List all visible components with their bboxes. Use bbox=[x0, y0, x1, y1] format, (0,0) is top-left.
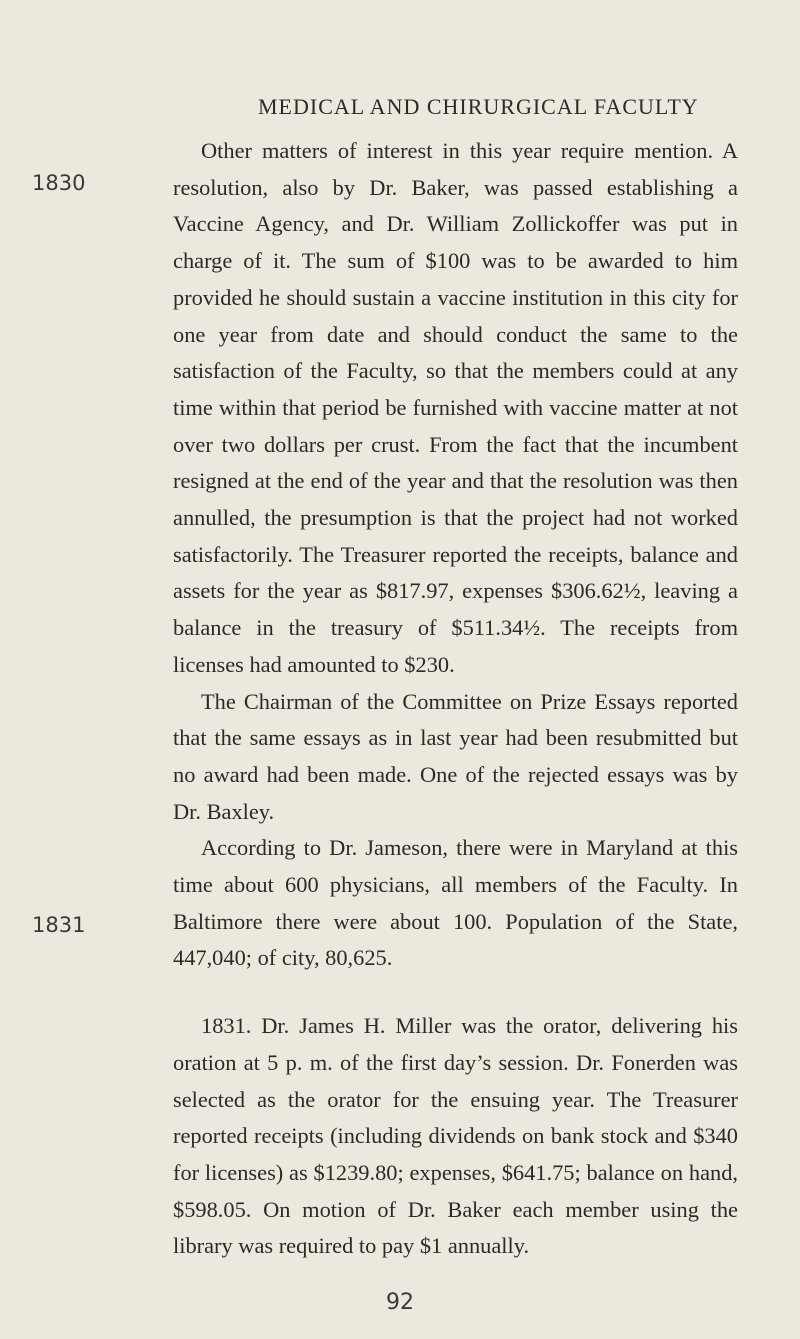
paragraph-1831: 1831. Dr. James H. Miller was the orator, delivering his oration at 5 p. m. of the first day’s session. Dr. Fonerden was selected as the orator for the ensuing year. The Treasurer reported receipts (including dividends on bank stock and $340 for licenses) as $1239.80; expenses, $641.75; balance on hand, $598.05. On motion of Dr. Baker each member using the library was required to pay $1 annually. bbox=[173, 1013, 738, 1259]
paragraph-physician-count: According to Dr. Jameson, there were in Maryland at this time about 600 physicians, all members of the Faculty. In Baltimore there were about 100. Population of the State, 447,040; of city, 80,625. bbox=[173, 835, 738, 971]
body-text bbox=[173, 133, 738, 1265]
margin-year-1830: 1830 bbox=[32, 171, 86, 195]
margin-year-1831: 1831 bbox=[32, 913, 86, 937]
running-head: MEDICAL AND CHIRURGICAL FACULTY bbox=[258, 94, 699, 119]
page-number: 92 bbox=[386, 1290, 414, 1315]
paragraph-vaccine-agency: Other matters of interest in this year require mention. A resolution, also by Dr. Baker, was passed establishing a Vaccine Agency, and Dr. William Zollickoffer was put in charge of it. The sum of $100 was to be awarded to him provided he should sustain a vaccine institution in this city for one year from date and should conduct the same to the satisfaction of the Faculty, so that the members could at any time within that period be furnished with vaccine matter at not over two dollars per crust. From the fact that the incumbent resigned at the end of the year and that the resolution was then annulled, the presumption is that the project had not worked satisfactorily. The Treasurer reported the receipts, balance and assets for the year as $817.97, expenses $306.62½, leaving a balance in the treasury of $511.34½. The receipts from licenses had amounted to $230. bbox=[173, 138, 738, 677]
paragraph-prize-essays: The Chairman of the Committee on Prize Essays reported that the same essays as in last year had been resubmitted but no award had been made. One of the rejected essays was by Dr. Baxley. bbox=[173, 688, 738, 824]
